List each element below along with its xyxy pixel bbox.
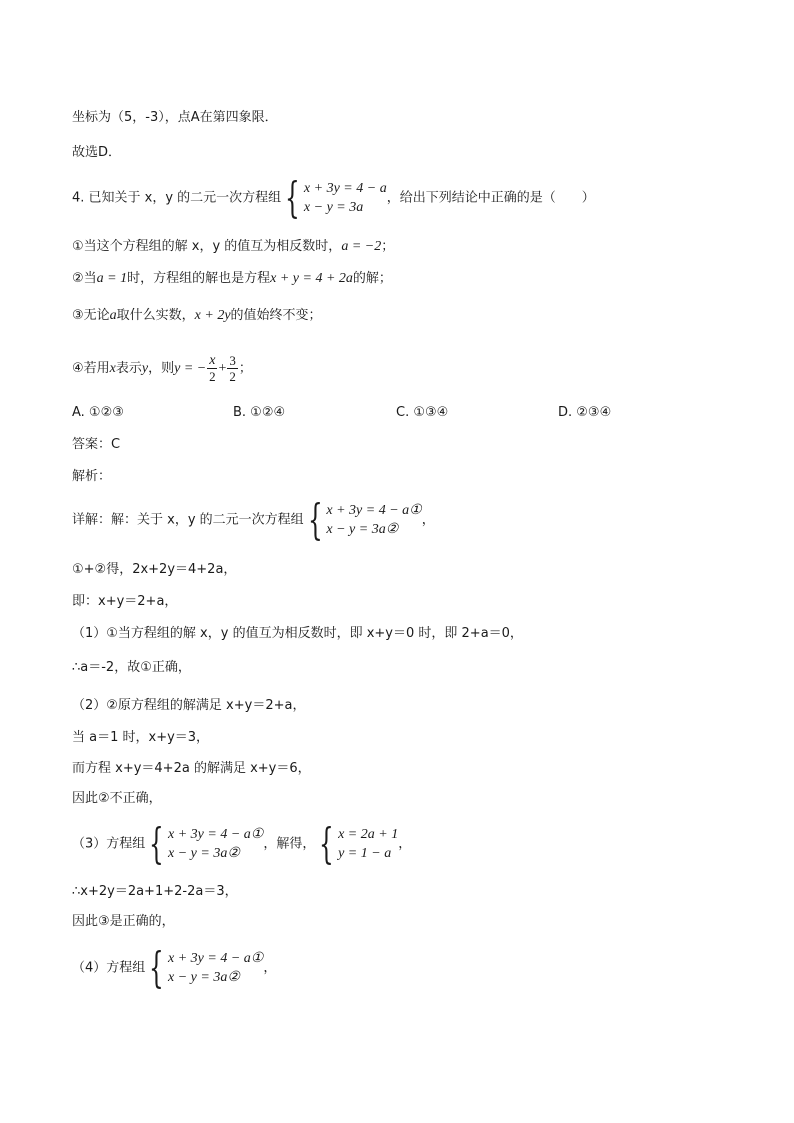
statement-text: ③无论 (72, 308, 110, 323)
question-4 (72, 173, 595, 222)
statement-text: ①当这个方程组的解 x，y 的值互为相反数时， (72, 239, 342, 254)
option-b: B. ①②④ (233, 405, 286, 420)
statement-text: 时，方程组的解也是方程 (127, 271, 271, 286)
solution-line (72, 819, 412, 868)
numerator: x (209, 353, 216, 368)
solution-line: 因此③是正确的， (72, 914, 175, 929)
math-inline: a (109, 308, 117, 323)
statement-3 (72, 307, 322, 325)
detail-text: ， (421, 512, 435, 528)
question-prefix: 4. 已知关于 x，y 的二元一次方程组 (72, 190, 282, 206)
solution-line: ∴a＝-2，故①正确， (72, 660, 191, 675)
solution-text: ， (263, 960, 277, 976)
option-d: D. ②③④ (558, 405, 612, 420)
text-line: 坐标为（5，-3），点A在第四象限． (72, 110, 278, 125)
statement-text: ； (238, 361, 252, 376)
math-inline: a = −2 (341, 239, 382, 254)
solution-line: ①+②得，2x+2y＝4+2a， (72, 562, 237, 577)
equation: x − y = 3a (303, 200, 364, 215)
math-inline: a = 1 (96, 271, 128, 286)
statement-text: ，则 (148, 361, 175, 376)
analysis-heading: 解析： (72, 469, 112, 484)
solution-text: ， (398, 836, 412, 852)
solution-text: （4）方程组 (72, 960, 146, 976)
statement-1 (72, 238, 394, 256)
solution-line: 因此②不正确， (72, 791, 162, 806)
solution-text: （3）方程组 (72, 836, 146, 852)
equation: x = 2a + 1 (338, 827, 399, 842)
solution-system: { x = 2a + 1 y = 1 − a (319, 819, 399, 868)
equation: x + 3y = 4 − a① (168, 951, 264, 966)
math-inline: y = − (174, 361, 207, 376)
fraction (207, 353, 217, 384)
text-line: 故选D． (72, 145, 122, 160)
option-c: C. ①③④ (396, 405, 449, 420)
math-inline: x + y = 4 + 2a (270, 271, 353, 286)
math-inline: y (141, 361, 149, 376)
statement-text: 取什么实数， (116, 308, 195, 323)
equation: x − y = 3a② (326, 522, 399, 537)
solution-line: 即：x+y＝2+a， (72, 594, 178, 609)
equation: x − y = 3a② (168, 970, 240, 985)
detail-text: 详解：解：关于 x，y 的二元一次方程组 (72, 512, 304, 528)
equation: y = 1 − a (338, 846, 392, 861)
math-inline: x + 2y (194, 308, 231, 323)
statement-text: ②当 (72, 271, 97, 286)
answer: 答案：C (72, 437, 121, 452)
equation: x − y = 3a② (168, 846, 240, 861)
statement-text: 的解； (352, 271, 392, 286)
equation: x + 3y = 4 − a① (326, 503, 422, 518)
equation-system: { x + 3y = 4 − a① x − y = 3a② (307, 495, 422, 544)
solution-line: （2）②原方程组的解满足 x+y＝2+a， (72, 698, 306, 713)
equation-system: { x + 3y = 4 − a① x − y = 3a② (149, 943, 264, 992)
equation: x + 3y = 4 − a (303, 181, 387, 196)
solution-line (72, 943, 277, 992)
statement-text: ④若用 (72, 361, 110, 376)
math-inline: x (109, 361, 116, 376)
equation-system: { x + 3y = 4 − a x − y = 3a (285, 173, 387, 222)
statement-text: 的值始终不变； (230, 308, 322, 323)
equation: x + 3y = 4 − a① (168, 827, 264, 842)
denominator: 2 (229, 369, 236, 384)
option-a: A. ①②③ (72, 405, 124, 420)
statement-text: ； (381, 239, 395, 254)
solution-text: ，解得， (263, 836, 316, 852)
statement-4 (72, 353, 252, 384)
solution-line: ∴x+2y＝2a+1+2-2a＝3， (72, 884, 238, 899)
math-inline: + (218, 361, 227, 376)
denominator: 2 (209, 369, 216, 384)
solution-line: 当 a＝1 时，x+y＝3， (72, 730, 210, 745)
solution-line: 而方程 x+y＝4+2a 的解满足 x+y＝6， (72, 761, 311, 776)
statement-2 (72, 270, 392, 288)
question-suffix: ，给出下列结论中正确的是（ ） (386, 190, 595, 206)
statement-text: 表示 (115, 361, 142, 376)
fraction (227, 353, 238, 384)
numerator: 3 (229, 353, 236, 368)
detail-line (72, 495, 435, 544)
solution-line: （1）①当方程组的解 x，y 的值互为相反数时，即 x+y＝0 时，即 2+a＝0， (72, 626, 523, 641)
equation-system: { x + 3y = 4 − a① x − y = 3a② (149, 819, 264, 868)
